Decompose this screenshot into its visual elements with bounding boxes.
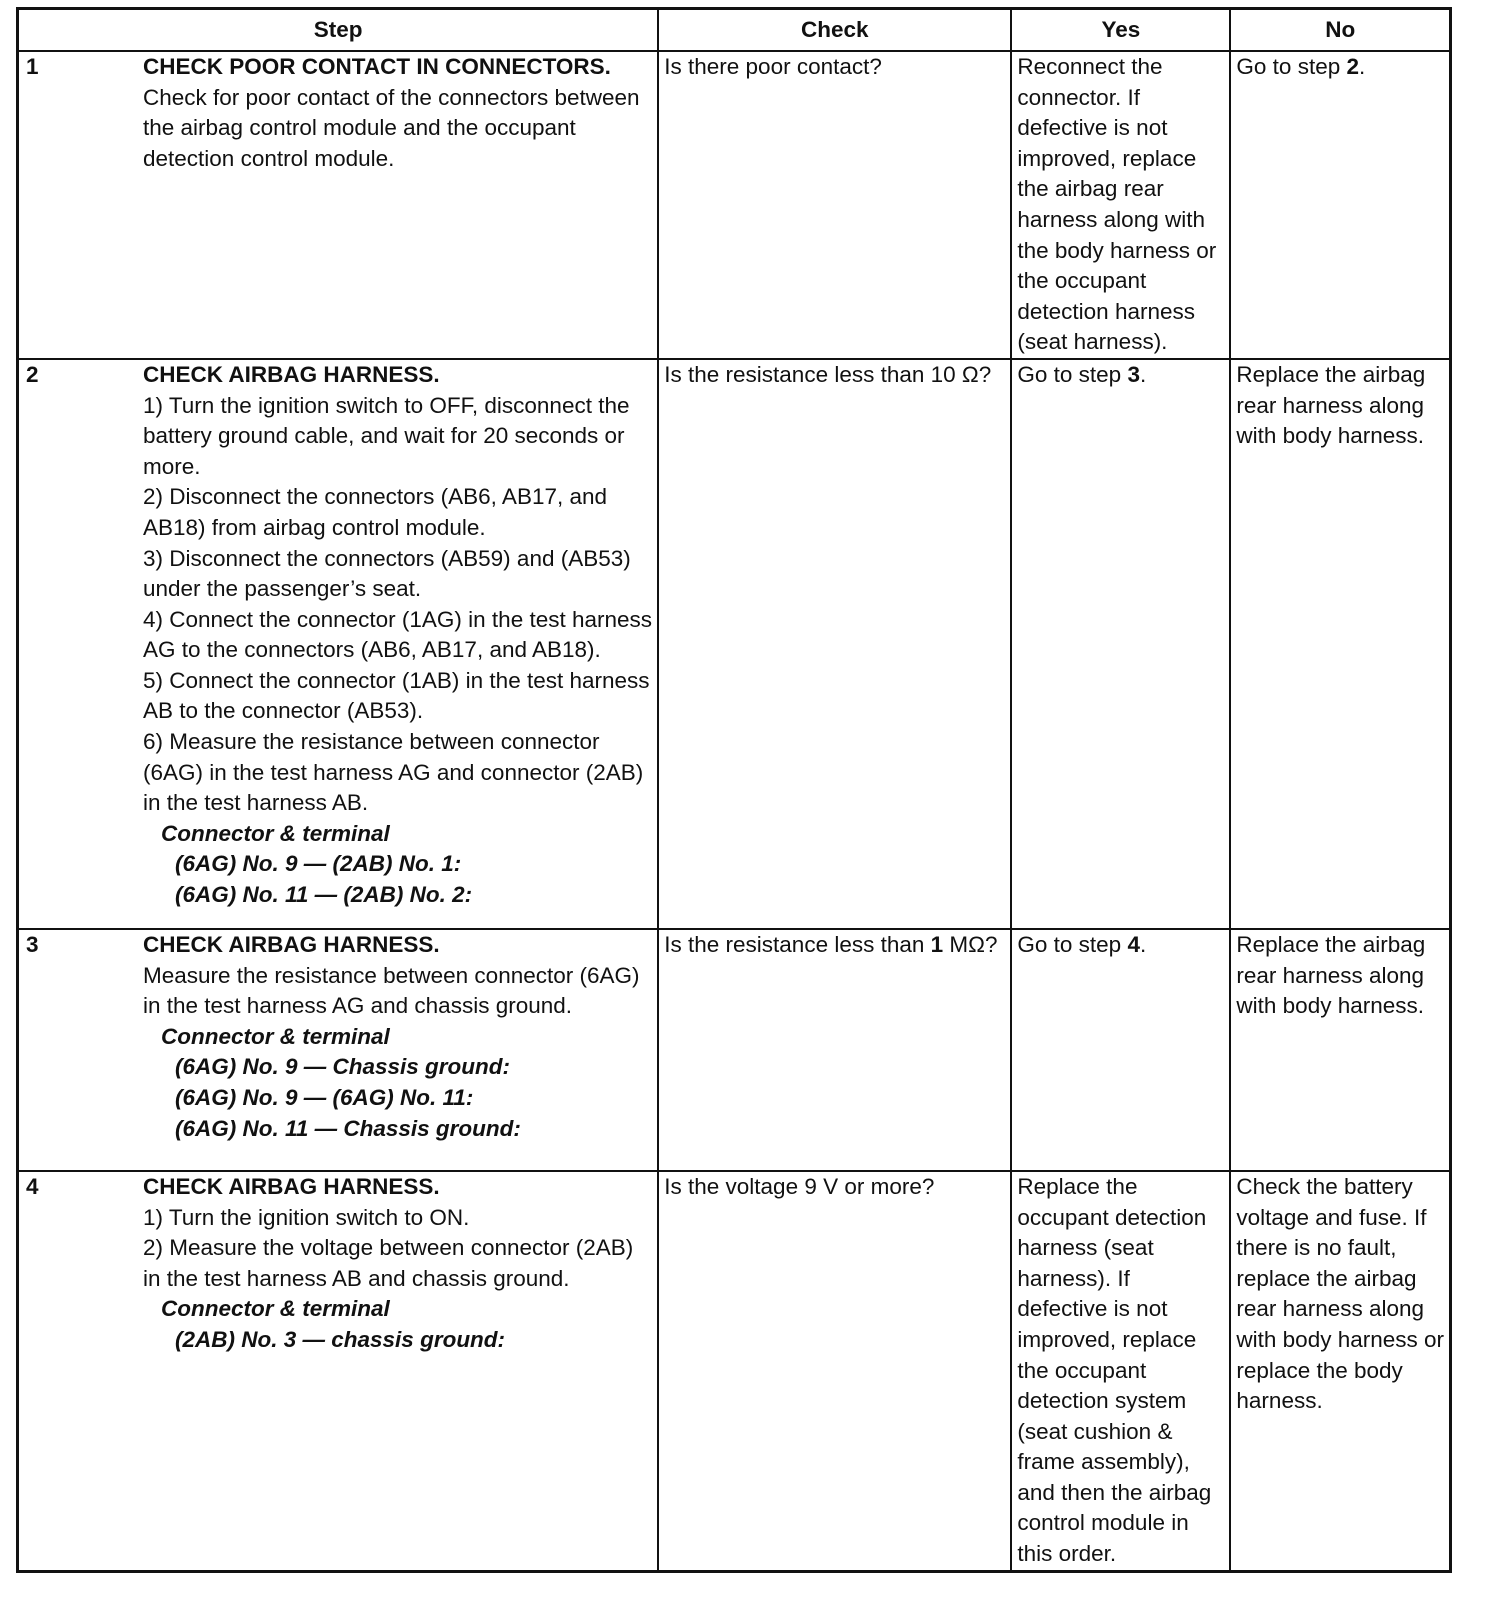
check-cell (658, 929, 1011, 1171)
no-cell-step-ref: 2 (1346, 54, 1359, 79)
check-cell-text: Is the voltage 9 V or more? (664, 1173, 935, 1199)
check-cell (658, 1171, 1011, 1571)
connector-heading: Connector & terminal (161, 1023, 390, 1049)
diagnostic-table (16, 7, 1452, 1573)
table-row (18, 1171, 1451, 1571)
check-cell (658, 359, 1011, 929)
yes-cell-tail: . (1139, 361, 1147, 387)
step-cell (18, 929, 659, 1171)
connector-heading: Connector & terminal (161, 1296, 390, 1322)
check-cell-text: Is there poor contact? (664, 54, 882, 79)
no-cell-text: Go to step (1236, 54, 1347, 79)
check-cell-text: Is the resistance less than 10 Ω? (664, 361, 992, 387)
step-title: CHECK AIRBAG HARNESS. (143, 1173, 440, 1199)
step-title: CHECK AIRBAG HARNESS. (143, 931, 440, 957)
no-cell-text: Check the battery voltage and fuse. If there is no fault, replace the airbag rear harness along with body harness or replace the body harness. (1236, 1173, 1445, 1414)
check-cell-tail: MΩ? (943, 931, 998, 957)
step-line: 5) Connect the connector (1AB) in the test harness AB to the connector (AB53). (143, 667, 650, 724)
no-cell (1230, 51, 1450, 359)
header-yes: Yes (1011, 9, 1230, 52)
step-cell (18, 359, 659, 929)
step-title: CHECK POOR CONTACT IN CONNECTORS. (143, 54, 611, 79)
no-cell-text: Replace the airbag rear harness along with body harness. (1236, 361, 1426, 449)
step-line: 4) Connect the connector (1AG) in the test harness AG to the connectors (AB6, AB17, and AB18). (143, 606, 653, 663)
connector-item: (6AG) No. 11 — (2AB) No. 2: (175, 882, 473, 908)
yes-cell-text: Go to step (1017, 931, 1128, 957)
table-row (18, 929, 1451, 1171)
connector-item: (2AB) No. 3 — chassis ground: (175, 1326, 506, 1352)
step-number: 1 (26, 54, 39, 79)
header-check: Check (658, 9, 1011, 52)
step-line: Check for poor contact of the connectors between the airbag control module and the occupant detection control module. (143, 84, 640, 171)
connector-item: (6AG) No. 9 — (2AB) No. 1: (175, 851, 462, 877)
step-number: 3 (26, 931, 39, 957)
yes-cell-step-ref: 4 (1127, 931, 1140, 957)
header-step: Step (18, 9, 659, 52)
step-line: 2) Disconnect the connectors (AB6, AB17, and AB18) from airbag control module. (143, 484, 608, 540)
yes-cell-text: Reconnect the connector. If defective is not improved, replace the airbag rear harness along with the body harness or the occupant detection harness (seat harness). (1017, 54, 1217, 355)
connector-heading: Connector & terminal (161, 820, 390, 846)
step-line: 2) Measure the voltage between connector (2AB) in the test harness AB and chassis ground. (143, 1235, 634, 1291)
yes-cell (1011, 1171, 1230, 1571)
step-number: 4 (26, 1173, 39, 1199)
step-cell (18, 51, 659, 359)
step-line: Measure the resistance between connector (6AG) in the test harness AG and chassis ground. (143, 962, 640, 1019)
no-cell (1230, 929, 1450, 1171)
yes-cell (1011, 51, 1230, 359)
step-line: 1) Turn the ignition switch to OFF, disconnect the battery ground cable, and wait for 20 seconds or more. (143, 392, 630, 479)
no-cell (1230, 1171, 1450, 1571)
no-cell-text: Replace the airbag rear harness along with body harness. (1236, 931, 1426, 1019)
header-no: No (1230, 9, 1450, 52)
table-row (18, 51, 1451, 359)
check-cell-step-ref: 1 (930, 931, 944, 957)
yes-cell-tail: . (1139, 931, 1147, 957)
check-cell (658, 51, 1011, 359)
step-title: CHECK AIRBAG HARNESS. (143, 361, 440, 387)
check-cell-text: Is the resistance less than (664, 931, 931, 957)
step-line: 1) Turn the ignition switch to ON. (143, 1204, 470, 1230)
yes-cell-text: Go to step (1017, 361, 1128, 387)
table-row (18, 359, 1451, 929)
connector-item: (6AG) No. 9 — Chassis ground: (175, 1054, 511, 1080)
no-cell (1230, 359, 1450, 929)
yes-cell (1011, 359, 1230, 929)
step-line: 6) Measure the resistance between connector (6AG) in the test harness AG and connector (2AB) in the test harness AB. (143, 729, 644, 816)
step-line: 3) Disconnect the connectors (AB59) and (AB53) under the passenger’s seat. (143, 545, 631, 602)
step-cell (18, 1171, 659, 1571)
header-row (18, 9, 1451, 52)
yes-cell (1011, 929, 1230, 1171)
connector-item: (6AG) No. 9 — (6AG) No. 11: (175, 1084, 474, 1110)
yes-cell-text: Replace the occupant detection harness (seat harness). If defective is not improved, replace the occupant detection system (seat cushion & frame assembly), and then the airbag control module in this order. (1017, 1173, 1212, 1567)
yes-cell-step-ref: 3 (1127, 361, 1140, 387)
no-cell-tail: . (1358, 54, 1366, 79)
step-number: 2 (26, 361, 39, 387)
connector-item: (6AG) No. 11 — Chassis ground: (175, 1115, 521, 1141)
